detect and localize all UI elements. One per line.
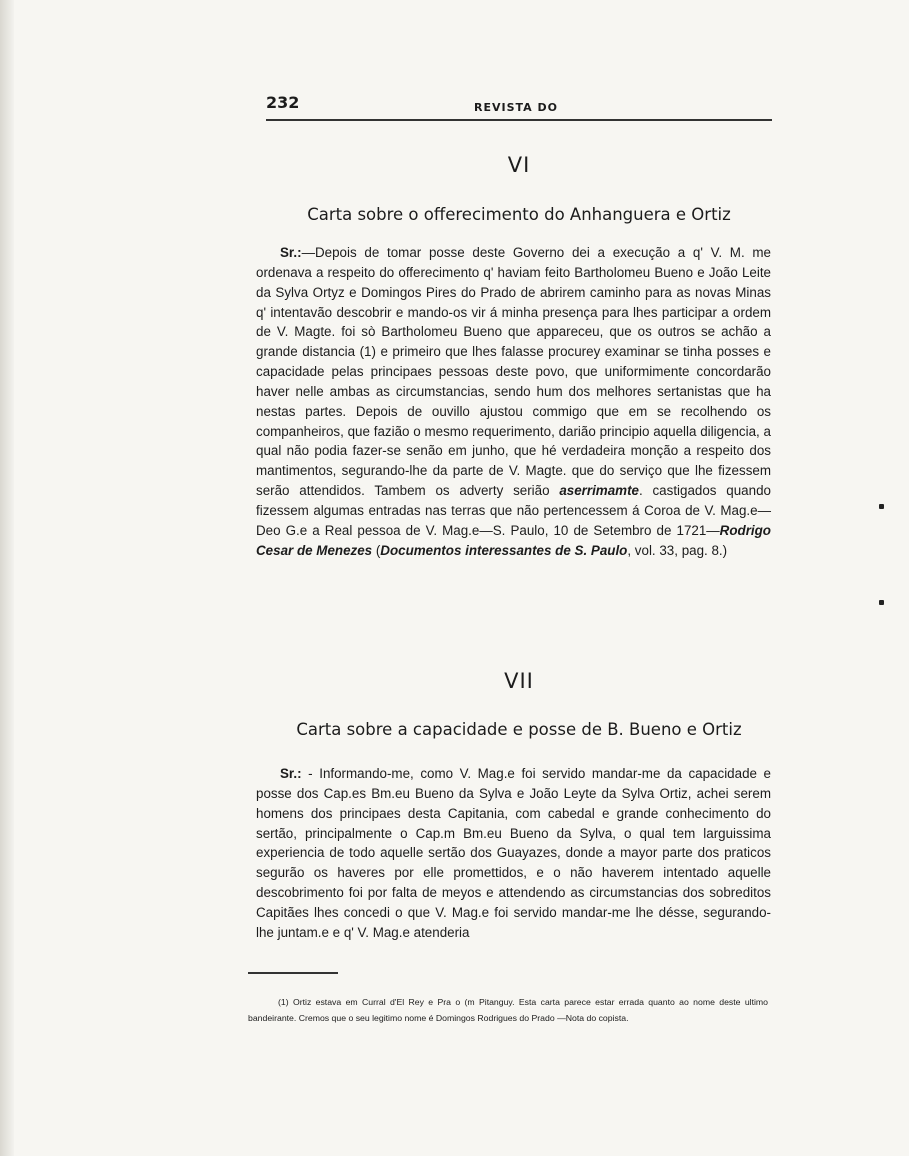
italic-word-vi: aserrimamte — [559, 483, 639, 499]
scan-mark — [879, 504, 884, 509]
citation-open: ( — [372, 542, 381, 558]
letter-body-vii — [256, 764, 771, 943]
section-title-vi: Carta sobre o offerecimento do Anhanguera e Ortiz — [307, 205, 731, 224]
section-title-vii: Carta sobre a capacidade e posse de B. Bueno e Ortiz — [296, 720, 742, 739]
citation-source: Documentos interessantes de S. Paulo — [380, 542, 628, 558]
scan-mark — [879, 600, 884, 605]
page-header — [266, 93, 772, 123]
page-number: 232 — [266, 93, 300, 112]
salutation-vi: Sr.: — [280, 245, 302, 260]
section-numeral-vii: VII — [504, 669, 534, 693]
salutation-vii: Sr.: — [280, 766, 302, 781]
footnote-rule — [248, 972, 338, 974]
header-rule — [266, 119, 772, 121]
footnote: (1) Ortiz estava em Curral d'El Rey e Pra o (m Pitanguy. Esta carta parece estar errada quanto ao nome deste ultimo bandeirante. Cremos que o seu legitimo nome é Domingos Rodrigues do Prado —Nota do copista. — [248, 997, 768, 1023]
section-numeral-vi: VI — [507, 153, 531, 177]
running-head: REVISTA DO — [474, 101, 558, 114]
page-edge-shadow — [0, 0, 14, 1156]
citation-close: , vol. 33, pag. 8.) — [627, 542, 728, 558]
letter-text-vi-cont: . castigados quando fizessem algumas entradas nas terras que não pertencessem á Coroa de V. Mag.e—Deo G.e a Real pessoa de V. Mag.e—S. Paulo, 10 de Setembro de 1721— — [256, 483, 771, 538]
letter-text-vi: —Depois de tomar posse deste Governo dei a execução a q' V. M. me ordenava a respeito do offerecimento q' haviam feito Bartholomeu Bueno e João Leite da Sylva Ortyz e Domingos Pires do Prado de abrirem caminho para as novas Minas q' intentavão descobrir e mando-os vir á minha presença para lhes participar a ordem de V. Magte. foi sò Bartholomeu Bueno que appareceu, que os outros se achão a grande distancia (1) e primeiro que lhes falasse procurey examinar se tinha posses e capacidade pelas principaes pessoas deste povo, que uniformimente concordarão haver nelle ambas as circumstancias, sendo hum dos melhores sertanistas que ha nestas partes. Depois de ouvillo ajustou commigo que em se recolhendo os companheiros, que fazião o mesmo requerimento, darião principio aquella diligencia, a qual não podia fazer-se senão em junho, que hé verdadeira monção a respeito dos mantimentos, segurando-lhe da parte de V. Magte. que do serviço que lhe fizessem serão attendidos. Tambem os adverty serião — [256, 245, 771, 499]
letter-body-vi — [256, 243, 771, 561]
signature-vi: Rodrigo Cesar de Menezes — [256, 522, 771, 558]
letter-text-vii: - Informando-me, como V. Mag.e foi servido mandar-me da capacidade e posse dos Cap.es Bm.eu Bueno da Sylva e João Leyte da Sylva Ortiz, achei serem homens dos principaes desta Capitania, com cabedal e grande conhecimento do sertão, principalmente o Cap.m Bm.eu Bueno da Sylva, o qual tem larguissima experiencia de todo aquelle sertão dos Guayazes, donde a mayor parte dos praticos segurão os haveres por elle promettidos, e o não haverem intentado aquelle descobrimento foi por falta de meyos e attendendo as circumstancias dos sobreditos Capitães lhes concedi o que V. Mag.e foi servido mandar-me lhe désse, segurando-lhe juntam.e e q' V. Mag.e atenderia — [256, 766, 771, 940]
